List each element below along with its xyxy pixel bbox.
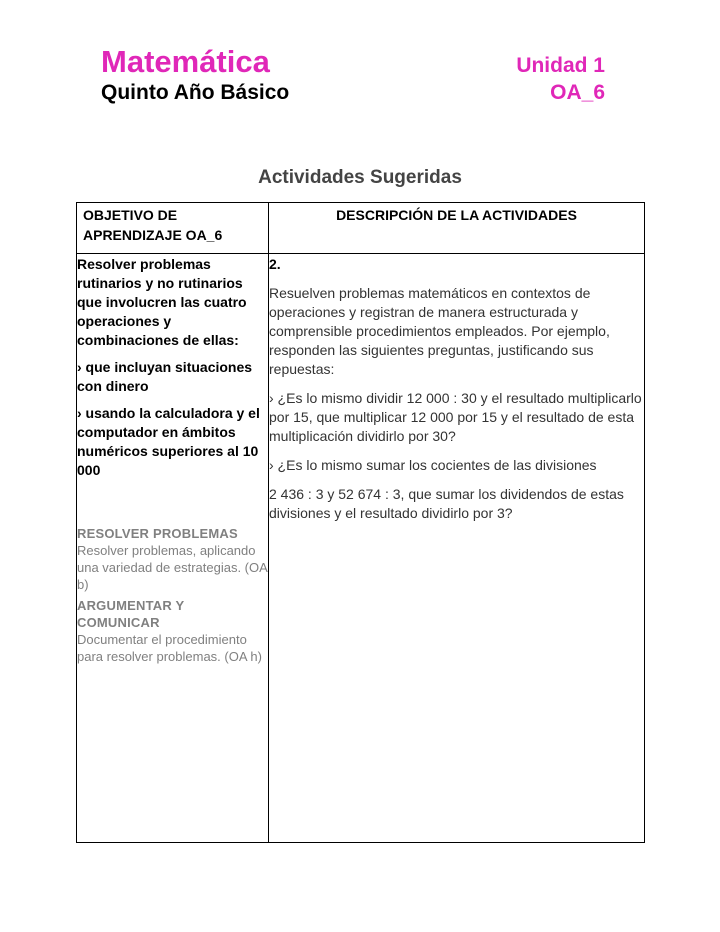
skills-list bbox=[77, 525, 268, 665]
description-header-cell bbox=[269, 203, 645, 254]
section-title: Actividades Sugeridas bbox=[258, 167, 462, 188]
objective-bullet: › usando la calculadora y el computador en ámbitos numéricos superiores al 10 000 bbox=[77, 405, 260, 478]
activity-question: › ¿Es lo mismo sumar los cocientes de las divisiones bbox=[269, 457, 597, 473]
objective-text: Resolver problemas rutinarios y no rutinarios que involucren las cuatro operaciones y combinaciones de ellas: bbox=[77, 256, 247, 348]
table-row bbox=[77, 254, 645, 843]
objective-header-cell bbox=[77, 203, 269, 254]
skill-item bbox=[77, 525, 268, 593]
description-cell bbox=[269, 254, 645, 843]
skill-title: ARGUMENTAR Y COMUNICAR bbox=[77, 598, 185, 630]
skill-title: RESOLVER PROBLEMAS bbox=[77, 526, 238, 541]
activity-paragraph: Resuelven problemas matemáticos en contextos de operaciones y registran de manera estructurada y comprensible procedimientos empleados. Por ejemplo, responden las siguientes preguntas, justificando sus repuestas: bbox=[269, 285, 610, 377]
skill-item bbox=[77, 597, 268, 665]
objective-cell bbox=[77, 254, 269, 843]
description-header: DESCRIPCIÓN DE LA ACTIVIDADES bbox=[336, 207, 577, 223]
skill-description: Resolver problemas, aplicando una variedad de estrategias. (OA b) bbox=[77, 543, 268, 592]
skill-description: Documentar el procedimiento para resolver problemas. (OA h) bbox=[77, 632, 262, 664]
activity-question: › ¿Es lo mismo dividir 12 000 : 30 y el resultado multiplicarlo por 15, que multiplicar 12 000 por 15 y el resultado de esta multiplicación dividirlo por 30? bbox=[269, 390, 642, 444]
oa-code: OA_6 bbox=[550, 81, 605, 104]
activity-number: 2. bbox=[269, 256, 281, 272]
unit-label: Unidad 1 bbox=[516, 54, 605, 77]
objective-header: OBJETIVO DE APRENDIZAJE OA_6 bbox=[83, 207, 223, 243]
objective-bullet: › que incluyan situaciones con dinero bbox=[77, 359, 253, 394]
table-header-row bbox=[77, 203, 645, 254]
activity-question-continued: 2 436 : 3 y 52 674 : 3, que sumar los dividendos de estas divisiones y el resultado dividirlo por 3? bbox=[269, 486, 624, 521]
subject-title: Matemática bbox=[101, 44, 270, 79]
grade-level: Quinto Año Básico bbox=[101, 81, 290, 104]
activities-table bbox=[76, 202, 645, 843]
